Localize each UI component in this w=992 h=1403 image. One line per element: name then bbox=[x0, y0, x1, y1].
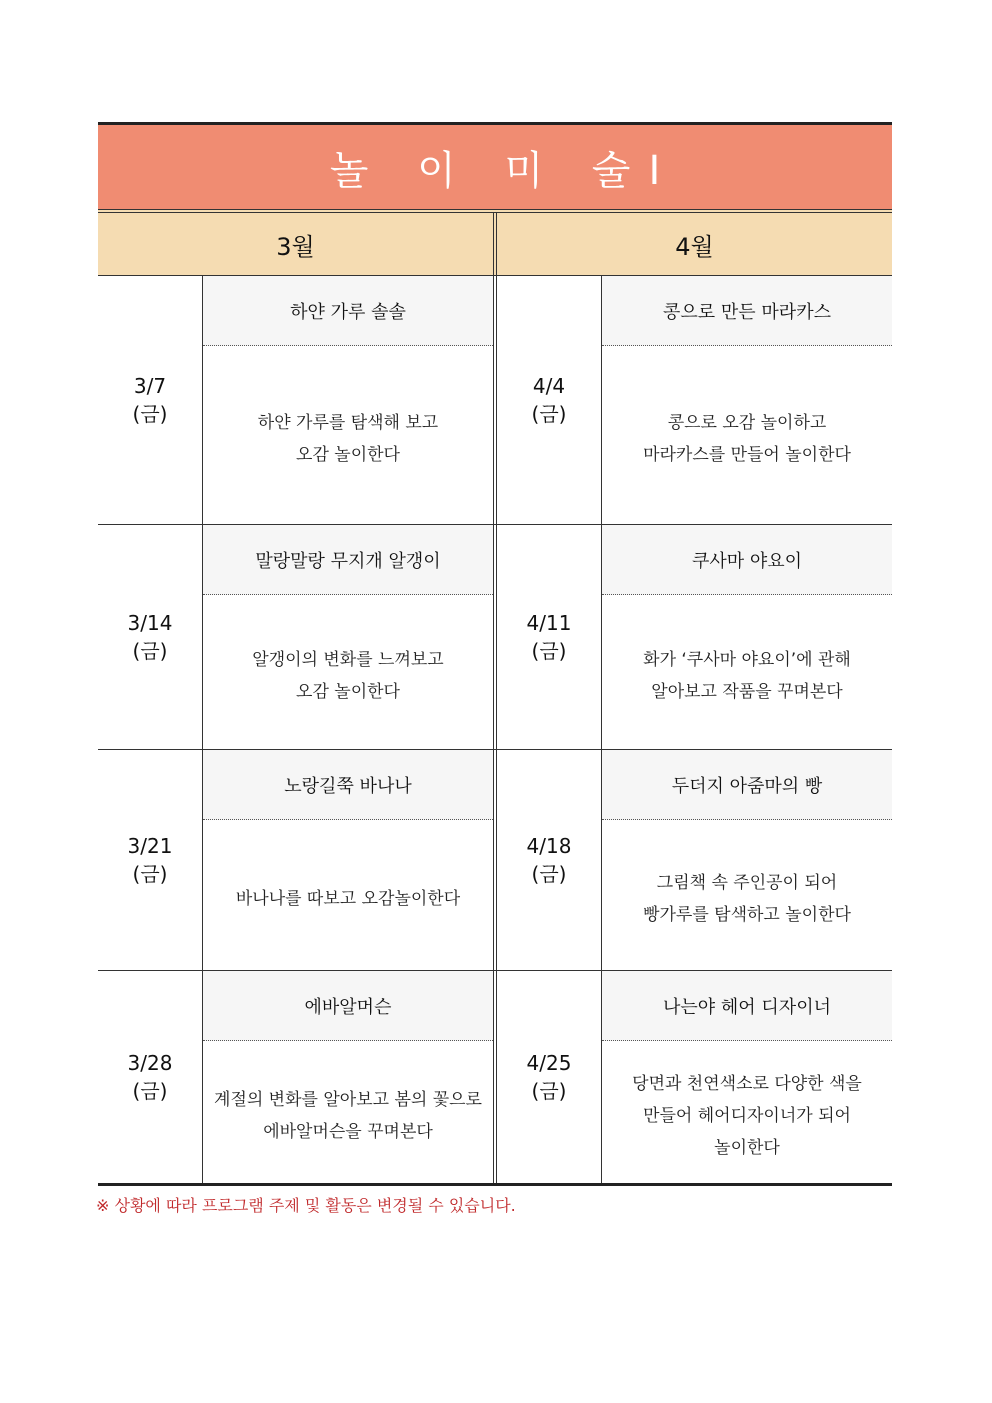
description-line: 바나나를 따보고 오감놀이한다 bbox=[235, 889, 461, 909]
date-cell bbox=[98, 750, 203, 970]
description-line: 알갱이의 변화를 느껴보고 bbox=[252, 650, 444, 670]
description-line: 만들어 헤어디자이너가 되어 bbox=[643, 1106, 851, 1126]
date-label: 4/25 bbox=[526, 1051, 572, 1075]
activity-description bbox=[602, 1041, 892, 1183]
date-cell bbox=[98, 525, 203, 749]
schedule-table bbox=[98, 122, 892, 1186]
date-label: 3/28 bbox=[127, 1051, 173, 1075]
schedule-entry-april bbox=[497, 525, 892, 749]
day-label: (금) bbox=[132, 402, 168, 426]
activity-description bbox=[203, 595, 493, 749]
activity-description bbox=[602, 595, 892, 749]
activity-description bbox=[203, 820, 493, 970]
description-line: 놀이한다 bbox=[714, 1138, 780, 1158]
description-line: 하얀 가루를 탐색해 보고 bbox=[257, 413, 439, 433]
schedule-entry-april bbox=[497, 750, 892, 970]
description-line: 에바알머슨을 꾸며본다 bbox=[263, 1122, 433, 1142]
description-line: 알아보고 작품을 꾸며본다 bbox=[651, 682, 843, 702]
date-cell bbox=[497, 525, 602, 749]
date-cell bbox=[497, 971, 602, 1183]
description-line: 빵가루를 탐색하고 놀이한다 bbox=[643, 905, 851, 925]
day-label: (금) bbox=[531, 862, 567, 886]
week-row bbox=[98, 750, 892, 971]
activity-title: 에바알머슨 bbox=[203, 971, 493, 1041]
day-label: (금) bbox=[531, 639, 567, 663]
activity-title: 쿠사마 야요이 bbox=[602, 525, 892, 595]
activity-description bbox=[203, 1041, 493, 1183]
activity-title: 콩으로 만든 마라카스 bbox=[602, 276, 892, 346]
description-line: 오감 놀이한다 bbox=[296, 445, 400, 465]
date-label: 3/21 bbox=[127, 834, 173, 858]
activity-title: 말랑말랑 무지개 알갱이 bbox=[203, 525, 493, 595]
date-cell bbox=[98, 276, 203, 524]
date-cell bbox=[98, 971, 203, 1183]
date-label: 4/4 bbox=[532, 374, 566, 398]
description-line: 그림책 속 주인공이 되어 bbox=[656, 873, 838, 893]
date-cell bbox=[497, 276, 602, 524]
description-line: 계절의 변화를 알아보고 봄의 꽃으로 bbox=[214, 1090, 482, 1110]
schedule-entry-march bbox=[98, 971, 497, 1183]
month-header-row bbox=[98, 209, 892, 276]
week-row bbox=[98, 525, 892, 750]
day-label: (금) bbox=[132, 862, 168, 886]
schedule-entry-april bbox=[497, 276, 892, 524]
day-label: (금) bbox=[132, 1079, 168, 1103]
date-label: 4/18 bbox=[526, 834, 572, 858]
activity-description bbox=[602, 820, 892, 970]
activity-title: 두더지 아줌마의 빵 bbox=[602, 750, 892, 820]
day-label: (금) bbox=[531, 1079, 567, 1103]
date-label: 4/11 bbox=[526, 611, 572, 635]
activity-title: 하얀 가루 솔솔 bbox=[203, 276, 493, 346]
activity-description bbox=[203, 346, 493, 524]
date-label: 3/14 bbox=[127, 611, 173, 635]
month-header-march: 3월 bbox=[98, 213, 497, 275]
activity-title: 나는야 헤어 디자이너 bbox=[602, 971, 892, 1041]
description-line: 마라카스를 만들어 놀이한다 bbox=[643, 445, 851, 465]
schedule-entry-april bbox=[497, 971, 892, 1183]
date-label: 3/7 bbox=[133, 374, 167, 398]
activity-title: 노랑길쭉 바나나 bbox=[203, 750, 493, 820]
date-cell bbox=[497, 750, 602, 970]
description-line: 오감 놀이한다 bbox=[296, 682, 400, 702]
activity-description bbox=[602, 346, 892, 524]
page-title: 놀 이 미 술Ⅰ bbox=[98, 122, 892, 209]
week-row bbox=[98, 276, 892, 525]
description-line: 화가 ‘쿠사마 야요이’에 관해 bbox=[643, 650, 851, 670]
schedule-entry-march bbox=[98, 276, 497, 524]
week-row bbox=[98, 971, 892, 1186]
month-header-april: 4월 bbox=[675, 232, 714, 261]
footnote: ※ 상황에 따라 프로그램 주제 및 활동은 변경될 수 있습니다. bbox=[96, 1196, 516, 1215]
schedule-entry-march bbox=[98, 750, 497, 970]
description-line: 당면과 천연색소로 다양한 색을 bbox=[632, 1074, 862, 1094]
day-label: (금) bbox=[132, 639, 168, 663]
day-label: (금) bbox=[531, 402, 567, 426]
schedule-entry-march bbox=[98, 525, 497, 749]
description-line: 콩으로 오감 놀이하고 bbox=[667, 413, 827, 433]
